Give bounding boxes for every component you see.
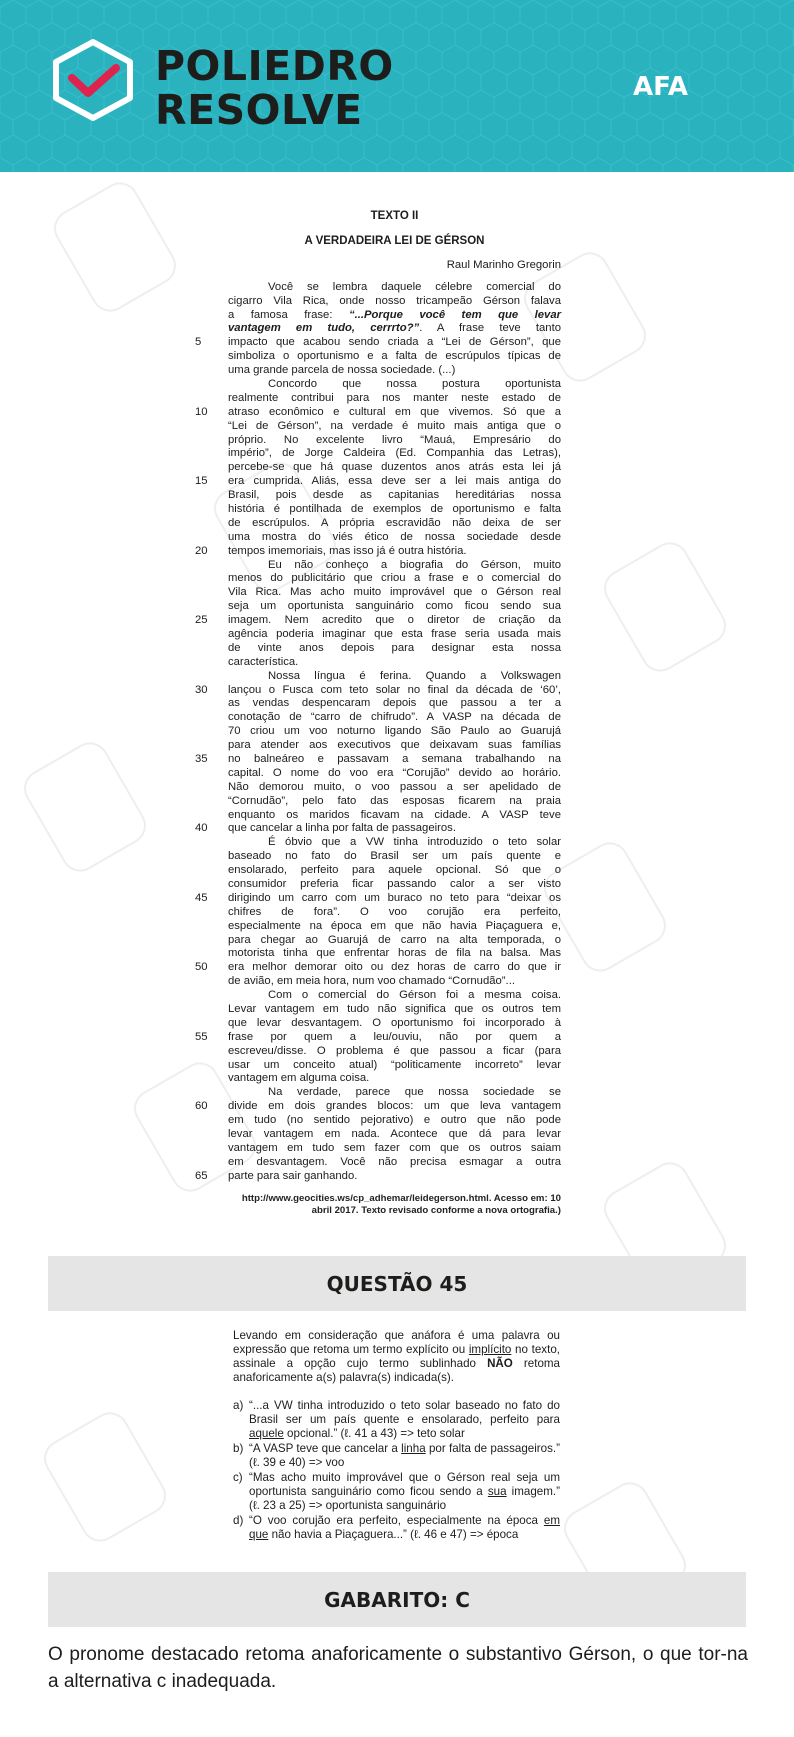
text-line xyxy=(228,1059,561,1073)
line-text: Vila Rica. Mas acho muito improvável que o Gérson real xyxy=(228,586,561,599)
option-letter: b) xyxy=(233,1442,244,1455)
question-heading: QUESTÃO 45 xyxy=(326,1271,468,1296)
text-lines xyxy=(195,280,562,1184)
text-line xyxy=(228,503,561,517)
text-line xyxy=(228,947,561,961)
text-line xyxy=(195,614,561,628)
prompt-bold: NÃO xyxy=(487,1357,513,1370)
line-text: era cumprida. Aliás, essa deve ser a lei mais antiga do xyxy=(228,475,561,488)
question-heading-bar xyxy=(48,1256,746,1311)
text-line xyxy=(195,891,561,906)
text-line xyxy=(228,295,561,309)
line-text: Com o comercial do Gérson foi a mesma coisa. xyxy=(268,989,561,1002)
question-body xyxy=(233,1329,560,1543)
text-line xyxy=(228,1003,561,1017)
line-text: uma mostra do viés ético de nossa sociedade desde xyxy=(228,530,561,543)
line-number: 65 xyxy=(195,1169,208,1182)
option-text-pre: “...a VW tinha introduzido o teto solar baseado no fato do Brasil ser um país quente e ensolarado, perfeito para xyxy=(249,1399,560,1426)
text-line xyxy=(228,767,561,781)
prompt-underlined: implícito xyxy=(468,1343,512,1356)
text-line xyxy=(228,1086,561,1100)
text-line xyxy=(228,309,561,323)
header-banner xyxy=(0,0,794,172)
text-line xyxy=(228,906,561,920)
option-letter: a) xyxy=(233,1399,244,1412)
line-text: agência poderia imaginar que esta frase seria usada mais xyxy=(228,627,561,640)
text-line xyxy=(228,461,561,475)
option-text-pre: “A VASP teve que cancelar a xyxy=(249,1442,402,1455)
brand-line2: RESOLVE xyxy=(155,86,363,134)
line-text: lançou o Fusca com teto solar no final da década de ‘60’, xyxy=(228,683,561,696)
line-text: motorista tinha que enfrentar horas de fila na balsa. Mas xyxy=(228,947,561,960)
text-line xyxy=(228,531,561,545)
text-line xyxy=(228,850,561,864)
line-number: 5 xyxy=(195,336,202,349)
text-line xyxy=(228,434,561,448)
text-line xyxy=(228,656,561,670)
line-text: história é pontilhada de exemplos de oportunismo e falta xyxy=(228,502,561,515)
option-text xyxy=(249,1442,560,1470)
line-text: atraso econômico e cultural em que vivemos. Só que a xyxy=(228,405,561,418)
text-line xyxy=(228,392,561,406)
line-number: 20 xyxy=(195,544,208,557)
text-author: Raul Marinho Gregorin xyxy=(446,258,561,271)
option-text-post: por falta de passageiros.” (ℓ. 39 e 40) => voo xyxy=(249,1442,560,1469)
line-text: capital. O nome do voo era “Corujão” devido ao horário. xyxy=(228,766,561,779)
line-text: cigarro Vila Rica, onde nosso tricampeão Gérson falava xyxy=(228,294,561,307)
text-line xyxy=(228,281,561,295)
text-line xyxy=(228,836,561,850)
text-line xyxy=(228,934,561,948)
line-text: de escrúpulos. A própria escravidão não deixa de ser xyxy=(228,516,561,529)
line-text: realmente contribui para nos manter neste estado de xyxy=(228,391,561,404)
option-text-post: imagem.” (ℓ. 23 a 25) => oportunista sanguinário xyxy=(249,1485,560,1512)
text-line xyxy=(228,517,561,531)
line-number: 45 xyxy=(195,891,208,904)
line-text: divide em dois grandes blocos: um que leva vantagem xyxy=(228,1100,561,1113)
text-line xyxy=(195,544,561,559)
answer-option xyxy=(233,1399,560,1441)
text-line xyxy=(228,1072,561,1086)
line-text: de vinte anos depois para designar esta nossa xyxy=(228,641,561,654)
line-text: ensolarado, perfeito para aquele opcional. Só que o xyxy=(228,864,561,877)
line-text: dirigindo um carro com um buraco no teto para “deixar os xyxy=(228,891,561,904)
text-line xyxy=(228,378,561,392)
line-text: vantagem em tudo sem fazer com que os outros saiam xyxy=(228,1141,561,1154)
gabarito-label: GABARITO: C xyxy=(324,1587,470,1612)
line-text: Na verdade, parece que nossa sociedade se xyxy=(268,1086,561,1099)
option-text xyxy=(249,1399,560,1441)
text-line xyxy=(228,795,561,809)
text-line xyxy=(195,1100,561,1114)
text-line xyxy=(195,961,561,975)
line-text: baseado no fato do Brasil ser um país quente e xyxy=(228,850,561,863)
answer-option xyxy=(233,1442,560,1470)
text-line xyxy=(228,920,561,934)
text-label: TEXTO II xyxy=(370,210,419,222)
source-line2: abril 2017. Texto revisado conforme a nova ortografia.) xyxy=(311,1204,561,1216)
line-text: tempos imemoriais, mas isso já é outra história. xyxy=(228,544,467,557)
line-text: Você se lembra daquele célebre comercial do xyxy=(268,280,561,293)
text-source xyxy=(228,1193,561,1217)
line-text: levar vantagem em nada. Acontece que dá para levar xyxy=(228,1128,561,1141)
line-text: percebe-se que há quase duzentos anos atrás esta lei já xyxy=(228,461,561,474)
option-text-post: não havia a Piaçaguera...” (ℓ. 46 e 47) => época xyxy=(268,1528,519,1541)
line-text: parte para sair ganhando. xyxy=(228,1169,358,1182)
line-text: Concordo que nossa postura oportunista xyxy=(268,377,561,390)
option-underlined-term: em que xyxy=(249,1514,560,1541)
line-text: enquanto os maridos ficavam na cidade. A VASP teve xyxy=(228,808,561,821)
text-line xyxy=(195,336,561,350)
line-text: “Lei de Gérson”, na verdade é muito mais antiga que o xyxy=(228,419,561,432)
text-line xyxy=(228,1045,561,1059)
gabarito-bar xyxy=(48,1572,746,1627)
text-line xyxy=(228,642,561,656)
line-text: Nossa língua é ferina. Quando a Volkswagen xyxy=(268,669,561,682)
option-text xyxy=(249,1471,560,1513)
question-options xyxy=(233,1399,560,1542)
text-line xyxy=(228,364,561,378)
line-text: em desvantagem. Você não precisa esmagar a outra xyxy=(228,1155,561,1168)
line-number: 40 xyxy=(195,822,208,835)
text-line xyxy=(195,405,561,420)
text-line xyxy=(228,989,561,1003)
text-line xyxy=(228,711,561,725)
line-text: no balneáreo e passavam a semana trabalhando na xyxy=(228,753,561,765)
answer-option xyxy=(233,1514,560,1542)
text-line xyxy=(228,489,561,503)
line-text: usar um conceito atual) “politicamente incorreto” levar xyxy=(228,1058,561,1071)
prompt-middle: no texto, assinale a opção cujo termo sublinhado xyxy=(233,1343,560,1370)
line-text: chifres de fora”. O voo corujão era perfeito, xyxy=(228,905,561,918)
text-line xyxy=(228,350,561,364)
prompt-after: retoma anaforicamente a(s) palavra(s) indicada(s). xyxy=(233,1357,560,1384)
line-text: menos do publicitário que criou a frase e o comercial do xyxy=(228,572,561,585)
line-number: 60 xyxy=(195,1100,208,1113)
text-line xyxy=(195,822,561,836)
option-text-pre: “O voo corujão era perfeito, especialmente na época xyxy=(249,1514,544,1527)
text-line xyxy=(228,739,561,753)
line-number: 55 xyxy=(195,1030,208,1043)
text-line xyxy=(228,1156,561,1170)
option-text xyxy=(249,1514,560,1542)
option-underlined-term: linha xyxy=(401,1442,426,1455)
text-title: A VERDADEIRA LEI DE GÉRSON xyxy=(304,234,485,247)
line-text: frase por quem a leu/ouviu, não por quem a xyxy=(228,1030,561,1043)
text-line xyxy=(228,600,561,614)
line-text: vantagem em tudo, cerrrto?”. A frase teve tanto xyxy=(228,322,561,335)
text-line xyxy=(195,683,561,698)
brand-line1: POLIEDRO xyxy=(155,42,394,90)
text-line xyxy=(228,559,561,573)
line-text: a famosa frase: “...Porque você tem que levar xyxy=(228,308,562,321)
line-text: Não demorou muito, o voo passou a ser apelidado de xyxy=(228,780,561,793)
source-line1: http://www.geocities.ws/cp_adhemar/leidegerson.html. Acesso em: 10 xyxy=(241,1192,561,1204)
text-line xyxy=(228,1142,561,1156)
line-text: escreveu/disse. O problema é que passou a ficar (para xyxy=(228,1044,561,1057)
text-line xyxy=(228,864,561,878)
text-line xyxy=(228,697,561,711)
line-text: simboliza o oportunismo e a falta de escrúpulos típicas de xyxy=(228,350,561,363)
line-text: império”, de Jorge Caldeira (Ed. Companhia das Letras), xyxy=(228,447,561,460)
text-line xyxy=(228,586,561,600)
line-text: Brasil, pois desde as capitanias hereditárias nossa xyxy=(228,489,561,502)
line-text: que cancelar a linha por falta de passageiros. xyxy=(228,822,456,835)
line-text: vantagem em alguma coisa. xyxy=(228,1072,370,1085)
text-line xyxy=(228,670,561,684)
line-text: especialmente na época em que não havia Piaçaguera e, xyxy=(228,919,561,932)
text-line xyxy=(228,628,561,642)
answer-explanation: O pronome destacado retoma anaforicamente o substantivo Gérson, o que tor-na a alternativa c inadequada. xyxy=(48,1644,748,1692)
line-text: que levar desvantagem. O oportunismo foi incorporado à xyxy=(228,1016,561,1029)
line-text: próprio. No excelente livro “Mauá, Empresário do xyxy=(228,433,561,446)
option-letter: c) xyxy=(233,1471,243,1484)
line-number: 15 xyxy=(195,475,208,488)
text-line xyxy=(228,781,561,795)
text-line xyxy=(228,975,561,989)
line-text: de avião, em meia hora, num voo chamado “Cornudão”... xyxy=(228,975,515,988)
line-text: as vendas despencaram depois que passou a ter a xyxy=(228,697,561,710)
text-line xyxy=(228,725,561,739)
text-line xyxy=(228,1128,561,1142)
line-number: 50 xyxy=(195,961,208,974)
line-text: seja um oportunista sanguinário como ficou sendo sua xyxy=(228,600,561,613)
line-text: Eu não conheço a biografia do Gérson, muito xyxy=(268,558,561,571)
text-line xyxy=(228,878,561,892)
prompt-before: Levando em consideração que anáfora é uma palavra ou expressão que retoma um termo explícito ou xyxy=(233,1329,560,1356)
line-text: imagem. Nem acredito que o diretor de criação da xyxy=(228,614,561,627)
line-text: Levar vantagem em tudo não significa que os outros tem xyxy=(228,1003,561,1016)
answer-option xyxy=(233,1471,560,1513)
text-line xyxy=(228,1114,561,1128)
line-text: “Cornudão”, pelo fato das esposas ficarem na praia xyxy=(228,794,561,807)
option-text-pre: “Mas acho muito improvável que o Gérson real seja um oportunista sanguinário como ficou sendo a xyxy=(249,1471,560,1498)
line-text: conotação de “carro de chifrudo”. A VASP na década de xyxy=(228,711,561,724)
text-line xyxy=(228,420,561,434)
line-text: característica. xyxy=(228,655,299,668)
check-hexagon-icon xyxy=(48,38,138,122)
question-prompt xyxy=(233,1329,560,1385)
line-text: para chegar ao Guarujá de carro na alta temporada, o xyxy=(228,933,561,946)
line-text: impacto que acabou sendo criada a “Lei de Gérson”, que xyxy=(228,336,561,349)
line-text: era melhor demorar oito ou dez horas de carro do que ir xyxy=(228,961,561,974)
text-line xyxy=(228,322,561,336)
line-text: em tudo (no sentido pejorativo) e outro que não pode xyxy=(228,1114,561,1127)
line-number: 30 xyxy=(195,683,208,696)
text-line xyxy=(228,447,561,461)
text-line xyxy=(195,475,561,489)
option-underlined-term: aquele xyxy=(249,1427,284,1440)
line-number: 10 xyxy=(195,405,208,418)
exam-name: AFA xyxy=(632,72,688,102)
line-text: consumidor preferia ficar passando calor a ser visto xyxy=(228,878,561,891)
text-line xyxy=(195,1169,561,1184)
text-line xyxy=(228,1017,561,1031)
line-number: 35 xyxy=(195,753,208,765)
text-line xyxy=(228,809,561,823)
line-text: 70 criou um voo noturno ligando São Paulo ao Guarujá xyxy=(228,725,561,738)
reading-text xyxy=(195,210,562,1217)
option-letter: d) xyxy=(233,1514,244,1527)
option-text-post: opcional.” (ℓ. 41 a 43) => teto solar xyxy=(283,1427,465,1440)
line-text: para atender aos executivos que deixavam suas famílias xyxy=(228,739,561,752)
option-underlined-term: sua xyxy=(487,1485,507,1498)
text-line xyxy=(195,1030,561,1045)
line-text: É óbvio que a VW tinha introduzido o teto solar xyxy=(268,836,561,849)
text-line xyxy=(195,753,561,767)
text-line xyxy=(228,572,561,586)
line-number: 25 xyxy=(195,614,208,627)
line-text: uma grande parcela de nossa sociedade. (...) xyxy=(228,364,456,377)
brand-logo xyxy=(155,44,394,132)
